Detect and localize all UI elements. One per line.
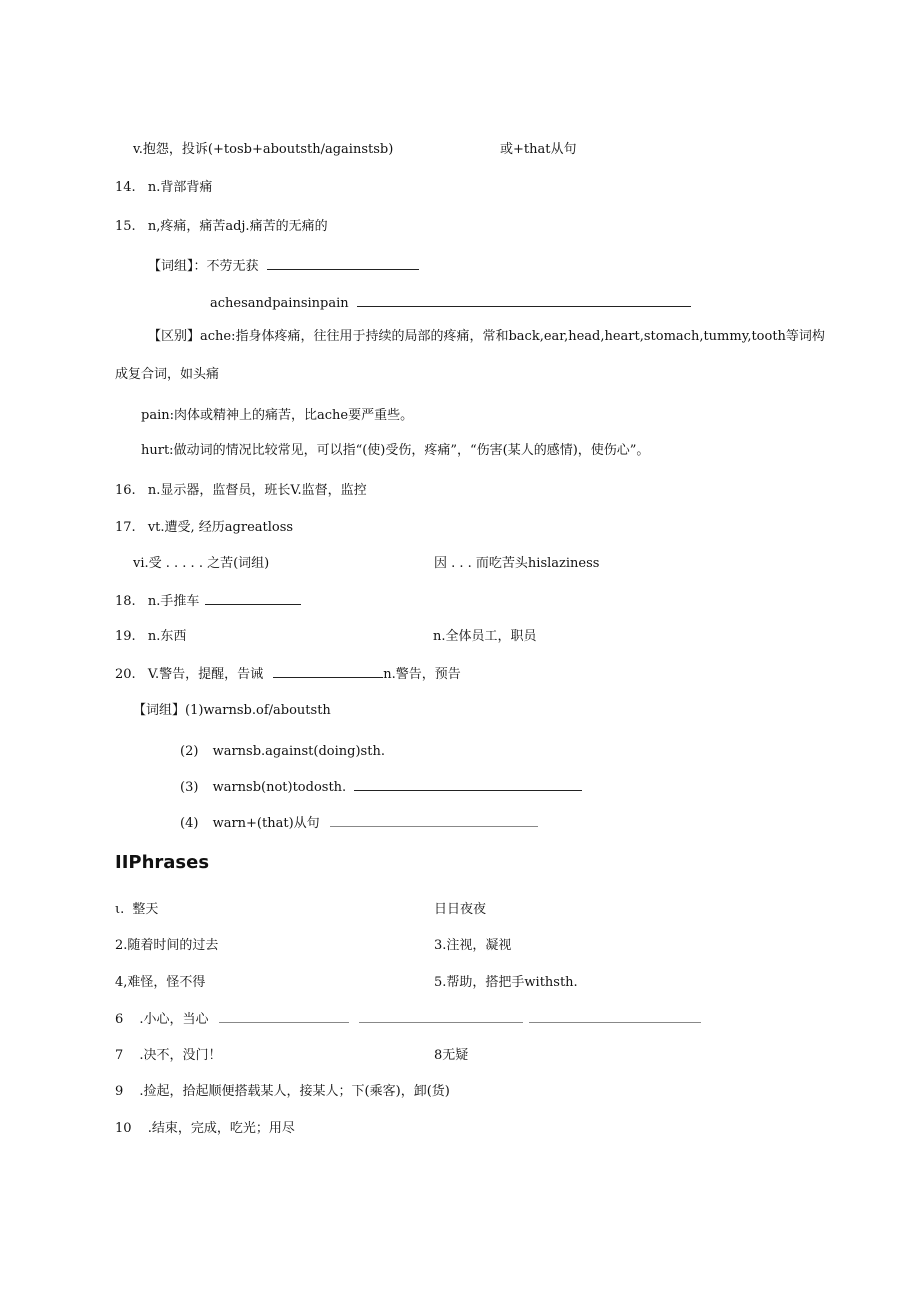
pain-note: pain:肉体或精神上的痛苦，比ache要严重些。 xyxy=(141,408,414,423)
phrase-number: 9 xyxy=(115,1084,124,1099)
phrase-no-pain-no-gain xyxy=(148,258,419,275)
answer-blank[interactable] xyxy=(529,1011,701,1023)
answer-blank[interactable] xyxy=(354,779,582,791)
item-number: 14. xyxy=(115,180,136,195)
item-number: 17. xyxy=(115,520,136,535)
item-text: n.手推车 xyxy=(147,594,200,609)
phrase-label: 【词组】：不劳无获 xyxy=(148,259,259,274)
item-text: vt.遭受, 经历agreatloss xyxy=(147,520,294,535)
phrase-1-day-and-night: 日日夜夜 xyxy=(434,902,487,917)
phrase-text: 整天 xyxy=(132,902,159,917)
phrase-1 xyxy=(115,902,158,918)
item-20-noun: n.警告，预告 xyxy=(383,667,461,682)
item-16 xyxy=(115,483,367,499)
item-number: 20. xyxy=(115,667,136,682)
item-17 xyxy=(115,520,293,536)
phrase-9 xyxy=(115,1084,450,1100)
section-heading-phrases: IIPhrases xyxy=(115,852,210,873)
phrase-5: 5.帮助，搭把手withsth. xyxy=(434,975,578,990)
phrase-7 xyxy=(115,1048,222,1064)
phrase-10 xyxy=(115,1121,295,1137)
phrase-text: achesandpainsinpain xyxy=(210,296,349,311)
phrase-number: 6 xyxy=(115,1012,124,1027)
item-text: n,疼痛，痛苦adj.痛苦的无痛的 xyxy=(147,219,328,234)
phrase-8: 8无疑 xyxy=(434,1048,469,1063)
phrase-text: warnsb(not)todosth. xyxy=(212,780,347,795)
phrase-number: (4) xyxy=(180,816,199,831)
warn-phrase-label: 【词组】(1)warnsb.of/aboutsth xyxy=(133,703,331,718)
phrase-aches-and-pains xyxy=(210,295,691,312)
item-number: 18. xyxy=(115,594,136,609)
item-text: n.显示器，监督员，班长V.监督，监控 xyxy=(147,483,367,498)
suffer-for: 因 . . . 而吃苦头hislaziness xyxy=(434,556,600,571)
phrase-text: .结束，完成，吃光；用尽 xyxy=(147,1121,295,1136)
answer-blank[interactable] xyxy=(219,1011,349,1023)
hurt-note: hurt:做动词的情况比较常见，可以指“(使)受伤，疼痛”，“伤害(某人的感情)，使伤心”。 xyxy=(141,443,650,458)
complain-that-clause: 或+that从句 xyxy=(500,142,577,157)
difference-ache-line2: 成复合词，如头痛 xyxy=(115,367,220,382)
complain-definition: v.抱怨，投诉(+tosb+aboutsth/againstsb) xyxy=(133,142,394,157)
item-19-staff: n.全体员工，职员 xyxy=(433,629,537,644)
answer-blank[interactable] xyxy=(359,1011,523,1023)
phrase-number: (3) xyxy=(180,780,199,795)
item-18 xyxy=(115,593,301,610)
answer-blank[interactable] xyxy=(205,593,301,605)
item-15 xyxy=(115,219,328,235)
phrase-text: warn+(that)从句 xyxy=(212,816,320,831)
warn-phrase-2 xyxy=(180,744,385,760)
phrase-number: (2) xyxy=(180,744,199,759)
answer-blank[interactable] xyxy=(330,815,538,827)
answer-blank[interactable] xyxy=(357,295,691,307)
phrase-6 xyxy=(115,1011,701,1028)
phrase-4: 4,难怪，怪不得 xyxy=(115,975,206,990)
item-number: 16. xyxy=(115,483,136,498)
item-20 xyxy=(115,666,461,683)
vi-suffer-from: vi.受 . . . . . 之苦(词组) xyxy=(133,556,270,571)
difference-ache-line1: 【区别】ache:指身体疼痛，往往用于持续的局部的疼痛，常和back,ear,head,heart,stomach,tummy,tooth等词构 xyxy=(148,329,825,344)
item-number: 19. xyxy=(115,629,136,644)
phrase-text: .捡起，拾起顺便搭载某人，接某人；下(乘客)，卸(货) xyxy=(139,1084,450,1099)
phrase-text: warnsb.against(doing)sth. xyxy=(212,744,385,759)
warn-phrase-3 xyxy=(180,779,582,796)
phrase-text: .决不，没门！ xyxy=(139,1048,222,1063)
phrase-number: 7 xyxy=(115,1048,124,1063)
item-text: V.警告，提醒，告诫 xyxy=(147,667,264,682)
answer-blank[interactable] xyxy=(273,666,383,678)
phrase-2: 2.随着时间的过去 xyxy=(115,938,219,953)
phrase-3: 3.注视，凝视 xyxy=(434,938,512,953)
item-text: n.东西 xyxy=(147,629,187,644)
item-14 xyxy=(115,180,212,196)
phrase-text: .小心，当心 xyxy=(139,1012,209,1027)
item-number: 15. xyxy=(115,219,136,234)
phrase-number: ι. xyxy=(115,902,125,917)
item-19 xyxy=(115,629,186,645)
warn-phrase-4 xyxy=(180,815,538,832)
answer-blank[interactable] xyxy=(267,258,419,270)
item-text: n.背部背痛 xyxy=(147,180,213,195)
phrase-number: 10 xyxy=(115,1121,132,1136)
